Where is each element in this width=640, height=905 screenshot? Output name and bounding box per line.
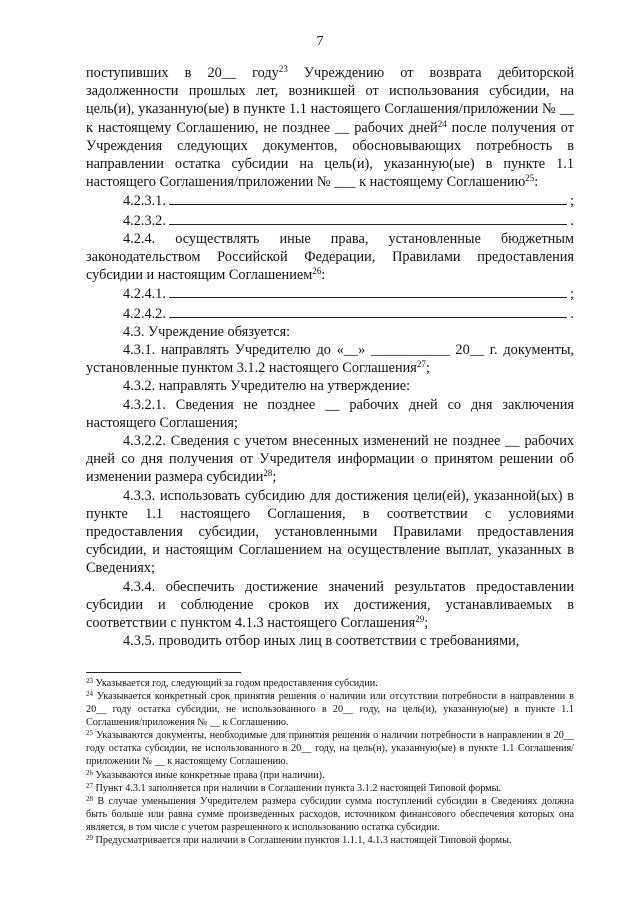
footnote-text: Указывается год, следующий за годом предоставления субсидии. [93, 678, 378, 689]
document-body [86, 64, 574, 651]
paragraph-4-2-3-continued [86, 64, 574, 191]
footnote-number: 24 [86, 690, 93, 699]
item-end: ; [570, 286, 574, 303]
footnote-separator [86, 672, 241, 673]
blank-fill [169, 191, 567, 205]
paragraph-4-3-5: 4.3.5. проводить отбор иных лиц в соответствии с требованиями, [123, 633, 520, 650]
footnote-number: 26 [86, 768, 93, 777]
footnote-ref: 27 [416, 359, 426, 370]
item-end: . [570, 305, 574, 322]
footnote-text: В случае уменьшения Учредителем размера субсидии сумма поступлений субсидии в Сведениях должна быть больше или равна сумме произведенных расходов, источником финансового обеспечения которых она является, в том числе с учетом разрешенного к использованию остатка субсидии. [86, 796, 574, 833]
paragraph-4-3-2-2 [86, 432, 574, 487]
text: ; [424, 615, 429, 632]
blank-fill [169, 304, 568, 318]
footnote-29 [86, 835, 574, 848]
paragraph-4-3: 4.3. Учреждение обязуется: [123, 323, 291, 340]
item-end: ; [570, 193, 574, 210]
item-label: 4.2.3.2. [123, 212, 166, 229]
blank-line-4-2-4-1 [86, 284, 574, 303]
paragraph-4-3-1 [86, 341, 574, 377]
text: ; [272, 469, 277, 486]
footnote-text: Указывается конкретный срок принятия решения о наличии или отсутствии потребности в направлении в 20__ году остатка субсидии, не использованного в 20__ году, на цель(и), указанную(ые) в пункте 1.1 Соглашения/приложения № __ к Соглашению. [86, 691, 574, 729]
paragraph-4-3-4 [86, 578, 574, 633]
text: : [534, 174, 539, 191]
text: 4.3.2.2. Сведения с учетом внесенных изменений не позднее __ рабочих дней со дня получения от Учредителя информации о принятом решении об изменении размера субсидии [86, 433, 574, 486]
footnote-ref: 24 [437, 118, 447, 129]
footnote-ref: 25 [525, 173, 535, 184]
footnote-text: Предусматривается при наличии в Соглашении пунктов 1.1.1, 4.1.3 настоящей Типовой формы. [93, 835, 512, 847]
footnote-27 [86, 783, 574, 796]
paragraph-4-3-2: 4.3.2. направлять Учредителю на утверждение: [123, 378, 411, 395]
footnote-number: 23 [86, 677, 93, 685]
footnote-ref: 23 [278, 64, 288, 74]
text: : [321, 267, 326, 284]
item-end: . [570, 212, 574, 229]
paragraph-4-3-2-1: 4.3.2.1. Сведения не позднее __ рабочих дней со дня заключения настоящего Соглашения; [86, 396, 574, 431]
footnote-24 [86, 691, 574, 730]
blank-fill [169, 284, 567, 298]
footnote-text: Указываются иные конкретные права (при наличии). [93, 769, 325, 781]
item-label: 4.2.3.1. [123, 193, 166, 210]
blank-line-4-2-4-2 [86, 304, 574, 323]
text: Учреждению от возврата дебиторской задолженности прошлых лет, возникшей от использования субсидии, на цель(и), указанную(ые) в пункте 1.1 настоящего Соглашения/приложении № __ к настоящему Соглашению, не позднее __ рабочих дней [86, 65, 574, 136]
page-number: 7 [316, 34, 324, 49]
footnote-26 [86, 770, 574, 783]
text: ; [425, 360, 430, 377]
footnote-28 [86, 796, 574, 835]
footnote-ref: 28 [263, 468, 273, 479]
footnote-text: Указываются документы, необходимые для принятия решения о наличии потребности в направлении в 20__ году остатка субсидии, не использованного в 20__ году, на цель(н), указанную(ые) в пункте 1.1 Соглашения/приложении № __ к настоящему Соглашению. [86, 730, 574, 768]
blank-fill [169, 211, 568, 225]
footnote-number: 28 [86, 795, 93, 804]
footnote-number: 29 [86, 834, 93, 843]
text: 4.2.4. осуществлять иные права, установленные бюджетным законодательством Российской Федерации, Правилами предоставления субсидии и настоящим Соглашением [86, 230, 574, 284]
paragraph-4-2-4 [86, 230, 574, 285]
text: поступивших в 20__ году [86, 65, 279, 81]
item-label: 4.2.4.1. [123, 286, 166, 303]
footnote-text: Пункт 4.3.1 заполняется при наличии в Соглашении пункта 3.1.2 настоящей Типовой формы. [93, 782, 501, 794]
item-label: 4.2.4.2. [123, 305, 166, 322]
footnote-number: 25 [86, 729, 93, 738]
footnote-25 [86, 730, 574, 769]
footnote-23 [86, 678, 574, 691]
text: после получения от Учреждения следующих документов, обосновывающих потребность в направлении остатка субсидии на цель(и), указанную(ые) в пункте 1.1 настоящего Соглашения/приложении № ___ к настоящему Соглашению [86, 119, 574, 191]
footnote-ref: 29 [415, 614, 425, 625]
text: 4.3.4. обеспечить достижение значений результатов предоставлении субсидии и соблюдение сроков их достижения, устанавливаемых в соответствии с пунктом 4.1.3 настоящего Соглашения [86, 578, 574, 632]
text: 4.3.1. направлять Учредителю до «__» ___________ 20__ г. документы, установленные пунктом 3.1.2 настоящего Соглашения [86, 342, 574, 377]
paragraph-4-3-3: 4.3.3. использовать субсидию для достижения цели(ей), указанной(ых) в пункте 1.1 настоящего Соглашения, в соответствии с условиями предоставления субсидии, установленными Правилами предоставления субсидии, и настоящим Соглашением на осуществление выплат, указанных в Сведениях; [86, 487, 574, 577]
footnote-ref: 26 [312, 266, 322, 277]
footnotes [86, 678, 574, 849]
blank-line-4-2-3-2 [86, 211, 574, 230]
footnote-number: 27 [86, 781, 93, 790]
blank-line-4-2-3-1 [86, 191, 574, 210]
